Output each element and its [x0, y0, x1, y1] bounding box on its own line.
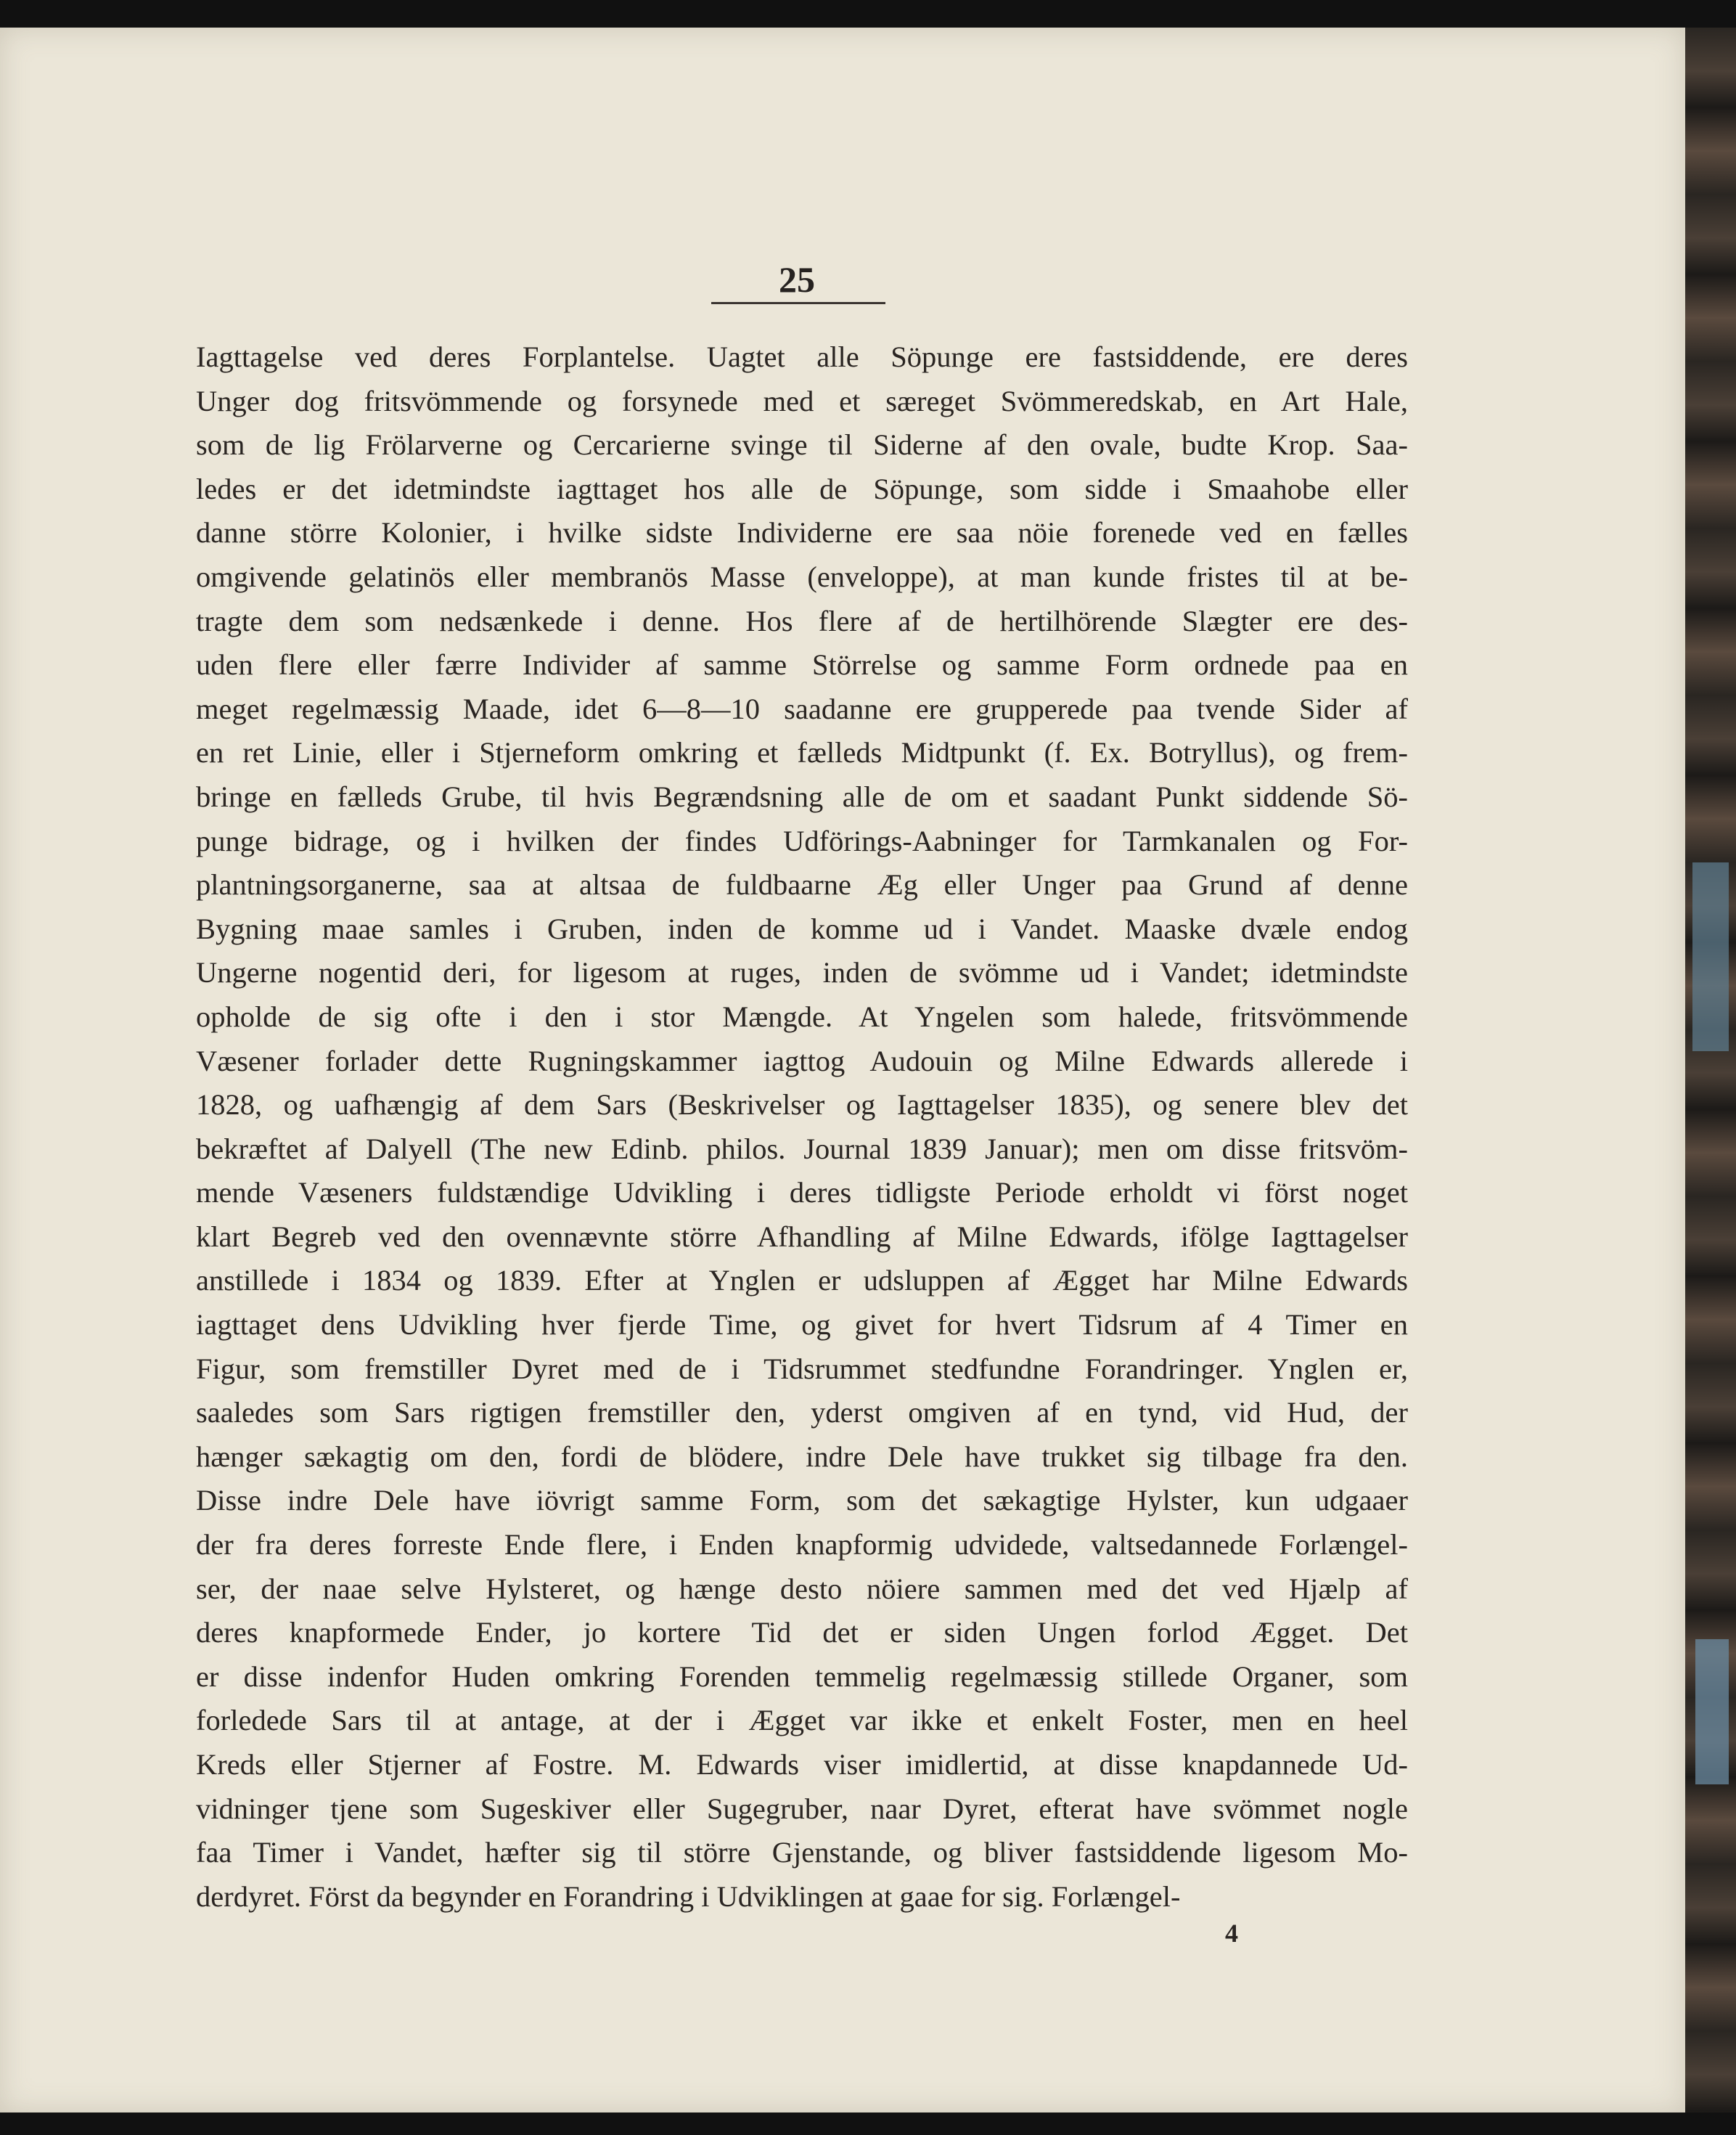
text-line: Iagttagelse ved deres Forplantelse. Uagtet alle Söpunge ere fastsiddende, ere deres: [196, 340, 1408, 373]
text-line: 1828, og uafhængig af dem Sars (Beskrivelser og Iagttagelser 1835), og senere blev det: [196, 1088, 1408, 1122]
text-line: Figur, som fremstiller Dyret med de i Tidsrummet stedfundne Forandringer. Ynglen er,: [196, 1352, 1408, 1385]
text-line: bekræftet af Dalyell (The new Edinb. philos. Journal 1839 Januar); men om disse fritsvöm-: [196, 1132, 1408, 1165]
text-line: vidninger tjene som Sugeskiver eller Sugegruber, naar Dyret, efterat have svömmet nogle: [196, 1792, 1408, 1825]
header-rule: [711, 302, 885, 304]
scan-bottom-edge: [0, 2112, 1736, 2135]
page-number: 25: [779, 259, 815, 300]
text-line: Unger dog fritsvömmende og forsynede med et særeget Svömmeredskab, en Art Hale,: [196, 384, 1408, 417]
text-line: en ret Linie, eller i Stjerneform omkring et fælleds Midtpunkt (f. Ex. Botryllus), og frem-: [196, 736, 1408, 770]
text-line: opholde de sig ofte i den i stor Mængde. At Yngelen som halede, fritsvömmende: [196, 1000, 1408, 1033]
marbled-cover-patch: [1695, 1639, 1729, 1784]
text-line: hænger sækagtig om den, fordi de blödere, indre Dele have trukket sig tilbage fra den.: [196, 1440, 1408, 1473]
text-line: iagttaget dens Udvikling hver fjerde Time, og givet for hvert Tidsrum af 4 Timer en: [196, 1308, 1408, 1342]
text-line: deres knapformede Ender, jo kortere Tid det er siden Ungen forlod Ægget. Det: [196, 1616, 1408, 1649]
text-line: forledede Sars til at antage, at der i Ægget var ikke et enkelt Foster, men en heel: [196, 1704, 1408, 1737]
text-line: uden flere eller færre Individer af samme Störrelse og samme Form ordnede paa en: [196, 648, 1408, 682]
text-line: Væsener forlader dette Rugningskammer iagttog Audouin og Milne Edwards allerede i: [196, 1044, 1408, 1077]
text-line: Disse indre Dele have iövrigt samme Form, som det sækagtige Hylster, kun udgaaer: [196, 1484, 1408, 1517]
text-line: anstillede i 1834 og 1839. Efter at Ynglen er udsluppen af Ægget har Milne Edwards: [196, 1264, 1408, 1297]
signature-mark: 4: [1225, 1919, 1238, 1948]
text-line: punge bidrage, og i hvilken der findes Udförings-Aabninger for Tarmkanalen og For-: [196, 824, 1408, 857]
text-line: klart Begreb ved den ovennævnte större Afhandling af Milne Edwards, ifölge Iagttagelser: [196, 1220, 1408, 1253]
text-line: som de lig Frölarverne og Cercarierne svinge til Siderne af den ovale, budte Krop. Saa-: [196, 428, 1408, 462]
scan-top-edge: [0, 0, 1736, 28]
body-text: [196, 335, 1408, 1919]
text-line: saaledes som Sars rigtigen fremstiller den, yderst omgiven af en tynd, vid Hud, der: [196, 1396, 1408, 1429]
text-line: ser, der naae selve Hylsteret, og hænge desto nöiere sammen med det ved Hjælp af: [196, 1572, 1408, 1605]
text-line: plantningsorganerne, saa at altsaa de fuldbaarne Æg eller Unger paa Grund af denne: [196, 868, 1408, 902]
text-line: er disse indenfor Huden omkring Forenden temmelig regelmæssig stillede Organer, som: [196, 1660, 1408, 1693]
text-line: mende Væseners fuldstændige Udvikling i deres tidligste Periode erholdt vi först noget: [196, 1176, 1408, 1209]
text-line: derdyret. Först da begynder en Forandring i Udviklingen at gaae for sig. Forlængel-: [196, 1879, 1181, 1913]
book-binding-edge: [1685, 28, 1736, 2112]
book-page: [0, 28, 1685, 2112]
text-line: Kreds eller Stjerner af Fostre. M. Edwards viser imidlertid, at disse knapdannede Ud-: [196, 1748, 1408, 1781]
text-line: ledes er det idetmindste iagttaget hos alle de Söpunge, som sidde i Smaahobe eller: [196, 472, 1408, 505]
text-line: danne större Kolonier, i hvilke sidste Individerne ere saa nöie forenede ved en fælles: [196, 516, 1408, 550]
text-line: faa Timer i Vandet, hæfter sig til större Gjenstande, og bliver fastsiddende ligesom Mo-: [196, 1836, 1408, 1869]
text-line: bringe en fælleds Grube, til hvis Begrændsning alle de om et saadant Punkt siddende Sö-: [196, 780, 1408, 813]
text-line: omgivende gelatinös eller membranös Masse (enveloppe), at man kunde fristes til at be-: [196, 560, 1408, 593]
text-line: meget regelmæssig Maade, idet 6—8—10 saadanne ere grupperede paa tvende Sider af: [196, 692, 1408, 725]
marbled-cover-patch: [1692, 862, 1729, 1051]
text-line: tragte dem som nedsænkede i denne. Hos flere af de hertilhörende Slægter ere des-: [196, 604, 1408, 637]
text-line: Ungerne nogentid deri, for ligesom at ruges, inden de svömme ud i Vandet; idetmindste: [196, 956, 1408, 989]
text-line: Bygning maae samles i Gruben, inden de komme ud i Vandet. Maaske dvæle endog: [196, 912, 1408, 945]
text-line: der fra deres forreste Ende flere, i Enden knapformig udvidede, valtsedannede Forlængel-: [196, 1528, 1408, 1562]
